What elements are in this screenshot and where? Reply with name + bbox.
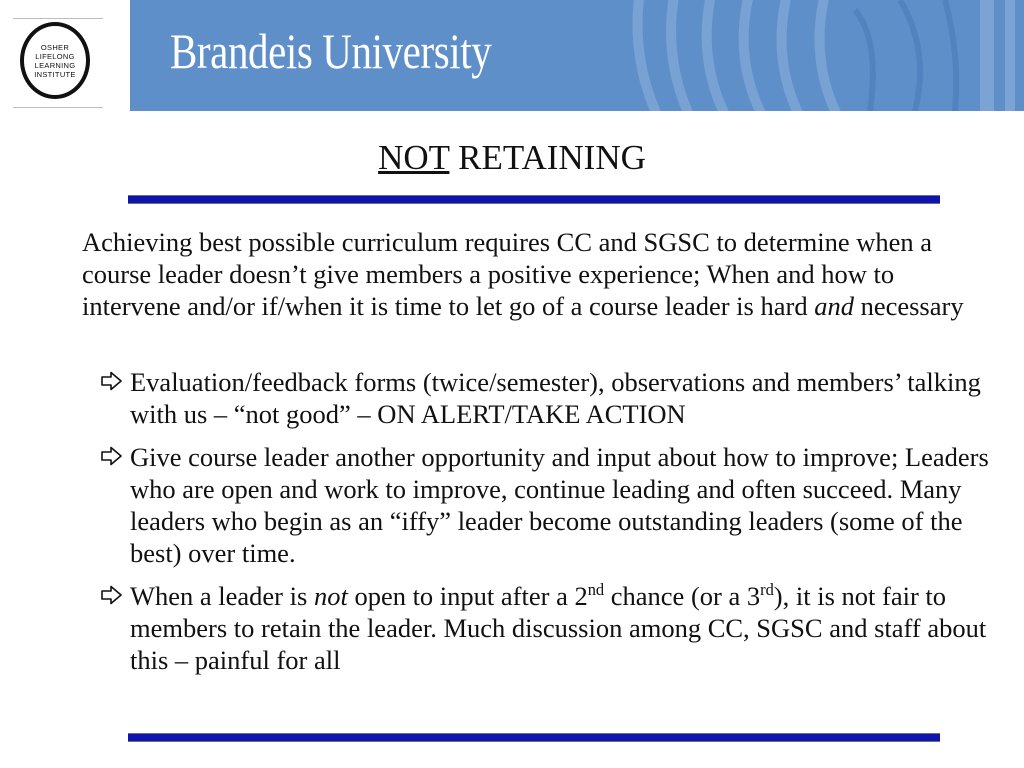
- top-divider: [128, 195, 940, 204]
- brandeis-banner: [130, 0, 1024, 111]
- logo-line: INSTITUTE: [34, 69, 76, 79]
- title-underlined-word: NOT: [378, 138, 450, 177]
- bullet-text-a: When a leader is: [130, 581, 314, 611]
- ordinal-suffix: nd: [587, 580, 605, 600]
- arrow-bullet-icon: [100, 585, 124, 605]
- bullet-item: [100, 580, 990, 676]
- bullet-item: [100, 441, 990, 569]
- logo-ring: [20, 22, 90, 99]
- intro-emphasis: and: [814, 291, 854, 321]
- ordinal-suffix: rd: [760, 580, 774, 600]
- bullet-text-c: chance (or a 3: [604, 581, 761, 611]
- bullet-text-b: open to input after a 2: [347, 581, 588, 611]
- bullet-text-d: ), it is not fair to members to retain the leader. Much discussion among CC, SGSC and staff about this – painful for all: [130, 581, 987, 675]
- bullet-emphasis: not: [313, 581, 348, 611]
- arrow-bullet-icon: [100, 446, 124, 466]
- bullet-item: [100, 366, 990, 430]
- logo-line: OSHER: [40, 42, 70, 52]
- bullet-list: [100, 366, 990, 687]
- logo-line: LIFELONG: [35, 51, 75, 61]
- bottom-divider: [128, 733, 940, 742]
- slide-title: [0, 138, 1024, 178]
- osher-logo: [13, 18, 103, 108]
- arrow-bullet-icon: [100, 371, 124, 391]
- intro-paragraph: [82, 226, 992, 322]
- bullet-text: Evaluation/feedback forms (twice/semester), observations and members’ talking with us – “not good” – ON ALERT/TAKE ACTION: [130, 367, 981, 429]
- title-rest: RETAINING: [449, 138, 646, 177]
- logo-line: LEARNING: [34, 60, 76, 70]
- intro-end: necessary: [853, 291, 964, 321]
- seal-graphic-icon: [600, 0, 1024, 111]
- bullet-text: Give course leader another opportunity and input about how to improve; Leaders who are open and work to improve, continue leading and often succeed. Many leaders who begin as an “iffy” leader become outstanding leaders (some of the best) over time.: [130, 442, 989, 568]
- intro-text: Achieving best possible curriculum requires CC and SGSC to determine when a course leader doesn’t give members a positive experience; When and how to intervene and/or if/when it is time to let go of a course leader is hard: [82, 227, 933, 321]
- university-name: Brandeis University: [170, 23, 492, 79]
